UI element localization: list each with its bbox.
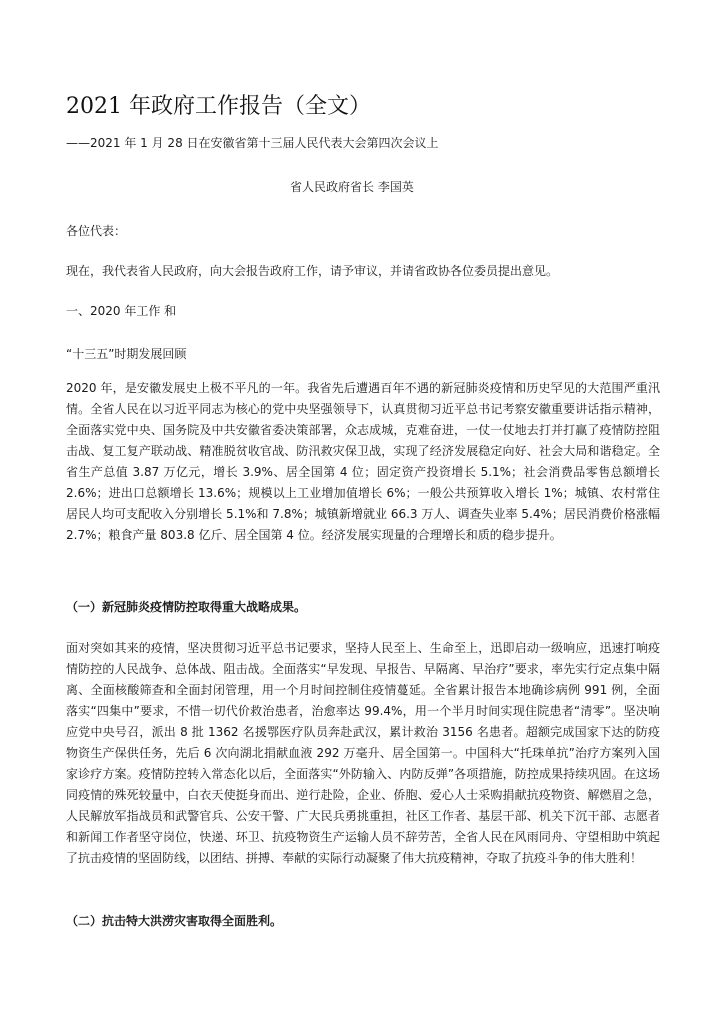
intro-paragraph: 现在，我代表省人民政府，向大会报告政府工作，请予审议，并请省政协各位委员提出意见。 [66, 264, 559, 278]
paragraph-summary: 2020 年，是安徽发展史上极不平凡的一年。我省先后遭遇百年不遇的新冠肺炎疫情和历史罕见的大范围严重汛情。全省人民在以习近平同志为核心的党中央坚强领导下，认真贯彻习近平总书记考察安徽重要讲话指示精神，全面落实党中央、国务院及中共安徽省委决策部署，众志成城，克难奋进，一仗一仗地去打并打赢了疫情防控阻击战、复工复产联动战、精准脱贫收官战、防汛救灾保卫战，实现了经济发展稳定向好、社会大局和谐稳定。全省生产总值 3.87 万亿元，增长 3.9%、居全国第 4 位；固定资产投资增长 5.1%；社会消费品零售总额增长 2.6%；进出口总额增长 13.6%；规模以上工业增加值增长 6%；一般公共预算收入增长 1%；城镇、农村常住居民人均可支配收入分别增长 5.1%和 7.8%；城镇新增就业 66.3 万人、调查失业率 5.4%；居民消费价格涨幅 2.7%；粮食产量 803.8 亿斤、居全国第 4 位。经济发展实现量的合理增长和质的稳步提升。 [66, 381, 660, 542]
salutation: 各位代表： [66, 224, 127, 238]
section-subtitle: “十三五”时期发展回顾 [66, 347, 187, 361]
section-title: 一、2020 年工作 和 [66, 304, 177, 318]
document-subtitle: ——2021 年 1 月 28 日在安徽省第十三届人民代表大会第四次会议上 [66, 136, 439, 150]
document-title: 2021 年政府工作报告（全文） [66, 94, 371, 119]
paragraph-covid: 面对突如其来的疫情，坚决贯彻习近平总书记要求，坚持人民至上、生命至上，迅即启动一级响应，迅速打响疫情防控的人民战争、总体战、阻击战。全面落实“早发现、早报告、早隔离、早治疗”要求，率先实行定点集中隔离、全面核酸筛查和全面封闭管理，用一个月时间控制住疫情蔓延。全省累计报告本地确诊病例 991 例，全面落实“四集中”要求，不惜一切代价救治患者，治愈率达 99.4%，用一个半月时间实现住院患者“清零”。坚决响应党中央号召，派出 8 批 1362 名援鄂医疗队员奔赴武汉，累计救治 3156 名患者。超额完成国家下达的防疫物资生产保供任务，先后 6 次向湖北捐献血液 292 万毫升、居全国第一。中国科大“托珠单抗”治疗方案列入国家诊疗方案。疫情防控转入常态化以后，全面落实“外防输入、内防反弹”各项措施，防控成果持续巩固。在这场同疫情的殊死较量中，白衣天使挺身而出、逆行赴险，企业、侨胞、爱心人士采购捐献抗疫物资、解燃眉之急，人民解放军指战员和武警官兵、公安干警、广大民兵勇挑重担，社区工作者、基层干部、机关下沉干部、志愿者和新闻工作者坚守岗位，快递、环卫、抗疫物资生产运输人员不辞劳苦，全省人民在风雨同舟、守望相助中筑起了抗击疫情的坚固防线，以团结、拼搏、奉献的实际行动凝聚了伟大抗疫精神，夺取了抗疫斗争的伟大胜利！ [66, 641, 660, 865]
heading-flood: （二）抗击特大洪涝灾害取得全面胜利。 [66, 914, 283, 928]
document-author: 省人民政府省长 李国英 [290, 180, 414, 194]
heading-covid: （一）新冠肺炎疫情防控取得重大战略成果。 [66, 600, 307, 614]
